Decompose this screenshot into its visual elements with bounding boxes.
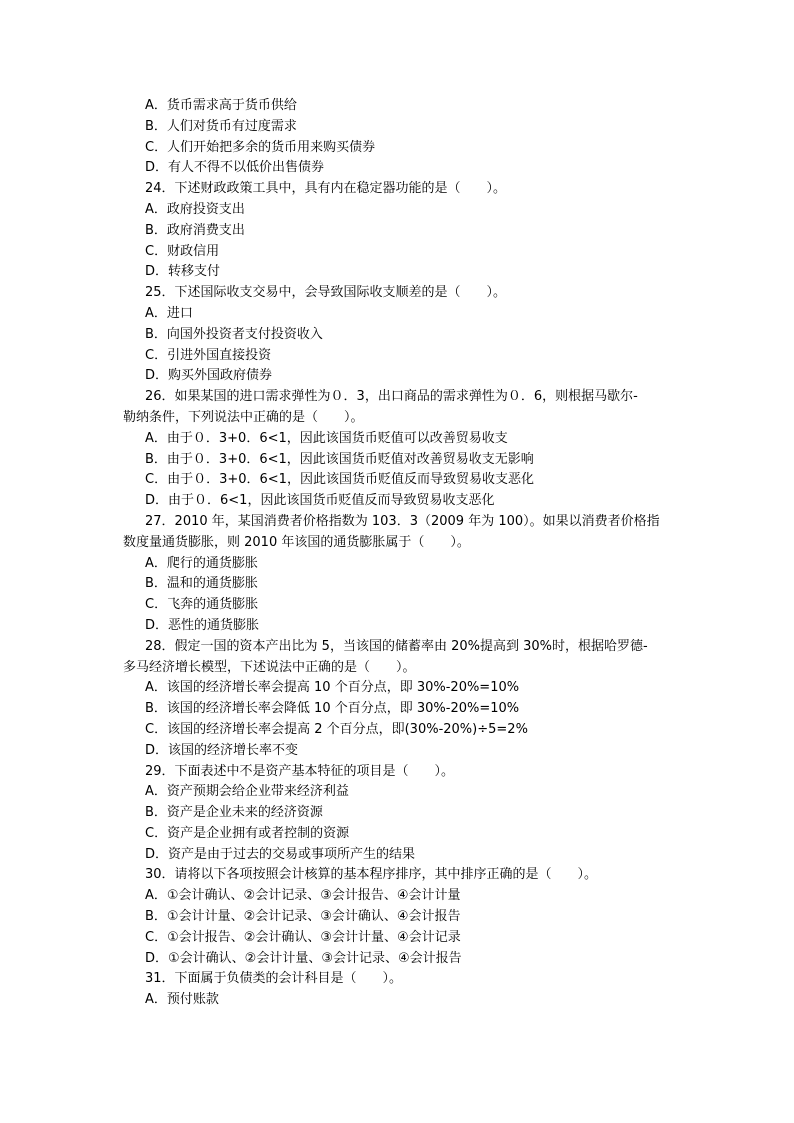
question-stem-continuation: 多马经济增长模型，下述说法中正确的是（ ）。: [123, 659, 416, 675]
answer-option: C．财政信用: [145, 243, 220, 259]
answer-option: B．人们对货币有过度需求: [145, 118, 297, 134]
answer-option: A．资产预期会给企业带来经济利益: [145, 784, 349, 800]
answer-option: A．①会计确认、②会计记录、③会计报告、④会计计量: [145, 888, 461, 904]
question-stem: 30．请将以下各项按照会计核算的基本程序排序，其中排序正确的是（ ）。: [145, 867, 598, 883]
answer-option: C．人们开始把多余的货币用来购买债券: [145, 139, 376, 155]
question-stem: 28．假定一国的资本产出比为 5，当该国的储蓄率由 20%提高到 30%时，根据哈罗德-: [145, 638, 648, 654]
answer-option: C．飞奔的通货膨胀: [145, 597, 259, 613]
answer-option: D．①会计确认、②会计计量、③会计记录、④会计报告: [145, 950, 462, 966]
answer-option: A．该国的经济增长率会提高 10 个百分点，即 30%-20%=10%: [145, 680, 520, 696]
answer-option: D．由于０．6<1，因此该国货币贬值反而导致贸易收支恶化: [145, 493, 495, 509]
answer-option: B．该国的经济增长率会降低 10 个百分点，即 30%-20%=10%: [145, 701, 520, 717]
answer-option: B．资产是企业未来的经济资源: [145, 805, 323, 821]
answer-option: B．①会计计量、②会计记录、③会计确认、④会计报告: [145, 909, 461, 925]
question-stem: 27．2010 年，某国消费者价格指数为 103．3（2009 年为 100）。如果以消费者价格指: [145, 513, 660, 529]
question-stem-continuation: 勒纳条件，下列说法中正确的是（ ）。: [123, 409, 364, 425]
answer-option: B．向国外投资者支付投资收入: [145, 326, 323, 342]
question-stem: 29．下面表述中不是资产基本特征的项目是（ ）。: [145, 763, 455, 779]
answer-option: C．由于０．3+0．6<1，因此该国货币贬值反而导致贸易收支恶化: [145, 472, 534, 488]
question-stem: 24．下述财政政策工具中，具有内在稳定器功能的是（ ）。: [145, 181, 507, 197]
answer-option: A．货币需求高于货币供给: [145, 98, 297, 113]
question-stem: 25．下述国际收支交易中，会导致国际收支顺差的是（ ）。: [145, 285, 507, 301]
question-stem: 31．下面属于负债类的会计科目是（ ）。: [145, 971, 403, 987]
answer-option: C．引进外国直接投资: [145, 347, 272, 363]
answer-option: C．①会计报告、②会计确认、③会计计量、④会计记录: [145, 929, 461, 945]
answer-option: A．进口: [145, 305, 193, 321]
answer-option: D．恶性的通货膨胀: [145, 617, 260, 633]
question-stem: 26．如果某国的进口需求弹性为０．3，出口商品的需求弹性为０．6，则根据马歇尔-: [145, 389, 638, 405]
answer-option: B．由于０．3+0．6<1，因此该国货币贬值对改善贸易收支无影响: [145, 451, 534, 467]
answer-option: A．政府投资支出: [145, 201, 245, 217]
answer-option: D．资产是由于过去的交易或事项所产生的结果: [145, 846, 416, 862]
answer-option: D．该国的经济增长率不变: [145, 742, 299, 758]
answer-option: A．由于０．3+0．6<1，因此该国货币贬值可以改善贸易收支: [145, 430, 508, 446]
exam-question-text: [123, 96, 673, 1011]
question-stem-continuation: 数度量通货膨胀，则 2010 年该国的通货膨胀属于（ ）。: [123, 534, 470, 550]
answer-option: B．政府消费支出: [145, 222, 245, 238]
answer-option: D．购买外国政府债券: [145, 368, 273, 384]
answer-option: B．温和的通货膨胀: [145, 576, 258, 592]
answer-option: C．该国的经济增长率会提高 2 个百分点，即(30%-20%)÷5=2%: [145, 721, 528, 737]
answer-option: D．转移支付: [145, 264, 221, 280]
answer-option: D．有人不得不以低价出售债券: [145, 160, 325, 176]
answer-option: A．预付账款: [145, 992, 219, 1008]
answer-option: C．资产是企业拥有或者控制的资源: [145, 825, 350, 841]
answer-option: A．爬行的通货膨胀: [145, 555, 258, 571]
